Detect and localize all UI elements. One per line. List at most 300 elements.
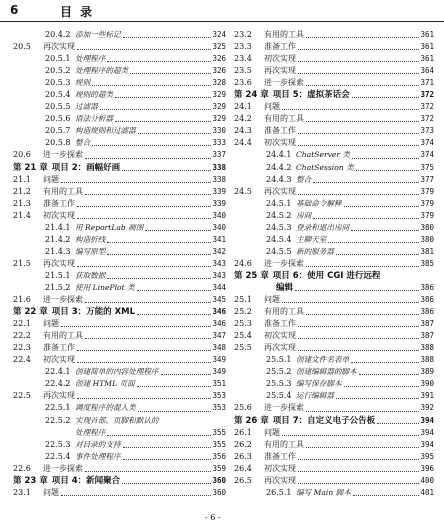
toc-entry-title: 创建编辑器的脚本 (296, 367, 357, 377)
toc-entry-title: 准备工作 (264, 126, 296, 136)
toc-entry-number: 24.1 (234, 102, 252, 112)
toc-entry (234, 390, 434, 402)
dot-leader (107, 278, 211, 279)
toc-chapter-entry (13, 162, 226, 174)
toc-entry-page: 348 (212, 343, 226, 353)
dot-leader (313, 182, 419, 183)
toc-entry-title: 项目 7：自定义电子公告板 (272, 415, 376, 426)
toc-entry-title: 有用的工具 (264, 307, 304, 317)
toc-entry-number: 26.3 (234, 451, 252, 461)
dot-leader (107, 254, 211, 255)
toc-entry-title: 再次实现 (264, 186, 296, 196)
toc-entry-title: 主聊天室 (296, 234, 327, 244)
toc-entry-title: 项目 5：虚拟茶话会 (272, 90, 350, 101)
toc-entry (13, 390, 226, 402)
toc-entry (234, 113, 434, 125)
toc-entry-title: 处理程序 (75, 54, 106, 64)
dot-leader (352, 97, 420, 98)
toc-entry-page: 345 (212, 295, 226, 305)
toc-entry-page: 389 (420, 367, 434, 377)
toc-entry-title: 创建 HTML 页面 (75, 379, 135, 389)
dot-leader (77, 398, 211, 399)
toc-entry (234, 318, 434, 330)
toc-entry-page: 328 (212, 78, 226, 88)
toc-entry (13, 186, 226, 198)
toc-entry-number: 26.5 (234, 475, 252, 485)
toc-entry-number: 22.2 (13, 331, 31, 341)
toc-entry-page: 329 (212, 114, 226, 124)
dot-leader (336, 398, 419, 399)
dot-leader (298, 338, 419, 339)
toc-entry (234, 41, 434, 53)
toc-entry (234, 137, 434, 149)
toc-entry (13, 402, 226, 414)
toc-entry-number: 24.4.1 (266, 150, 292, 160)
dot-leader (298, 73, 419, 74)
toc-entry-page: 385 (420, 258, 434, 268)
toc-entry-title: 再次实现 (43, 42, 75, 52)
toc-entry-number: 22.5.1 (45, 403, 71, 413)
toc-entry-number: 21.4.1 (45, 222, 71, 232)
toc-entry-number: 第 22 章 (13, 307, 48, 318)
toc-entry (13, 342, 226, 354)
toc-entry (234, 439, 434, 451)
dot-leader (351, 230, 419, 231)
dot-leader (137, 314, 211, 315)
toc-entry-page: 391 (420, 391, 434, 401)
toc-entry-title: 问题 (264, 295, 280, 305)
toc-chapter-entry (13, 475, 226, 487)
toc-entry-title: 实现首部、页脚和默认的 (75, 415, 159, 425)
toc-entry-number: 20.5.4 (45, 90, 71, 100)
toc-entry-title: 创建简单的内容处理程序 (75, 367, 159, 377)
toc-entry-page: 349 (212, 355, 226, 365)
dot-leader (92, 85, 211, 86)
toc-entry-number: 24.3 (234, 126, 252, 136)
toc-entry (13, 53, 226, 65)
toc-entry-page: 325 (212, 42, 226, 52)
toc-entry-title: 有用的工具 (264, 30, 304, 39)
toc-entry-number: 22.4 (13, 355, 31, 365)
toc-entry-page: 337 (212, 150, 226, 160)
toc-entry-number: 21.5.1 (45, 270, 71, 280)
toc-entry-number: 23.4 (234, 54, 252, 64)
toc-entry-number: 24.6 (234, 258, 252, 268)
toc-entry (13, 174, 226, 186)
dot-leader (115, 121, 211, 122)
toc-entry-number: 21.3 (13, 198, 31, 208)
toc-entry-page: 340 (212, 210, 226, 220)
toc-entry-number: 20.5.2 (45, 66, 71, 76)
toc-entry-number: 21.1 (13, 174, 31, 184)
toc-entry-number: 22.5.2 (45, 415, 71, 425)
dot-leader (282, 302, 419, 303)
toc-entry-page: 360 (212, 475, 226, 485)
toc-entry (234, 65, 434, 77)
toc-entry (234, 246, 434, 258)
toc-entry-number: 22.6 (13, 463, 31, 473)
dot-leader (352, 158, 419, 159)
toc-entry-page: 333 (212, 138, 226, 148)
toc-entry-page: 371 (420, 78, 434, 88)
toc-entry (13, 65, 226, 77)
toc-chapter-entry (234, 415, 434, 427)
toc-entry-title: 规则的超类 (75, 90, 113, 100)
toc-entry-page: 374 (420, 150, 434, 160)
toc-entry-number: 24.4 (234, 138, 252, 148)
toc-entry (234, 366, 434, 378)
toc-entry-title: 项目 2：画幅好画 (51, 162, 121, 173)
dot-leader (123, 447, 212, 448)
dot-leader (122, 483, 211, 484)
toc-entry-page: 356 (212, 451, 226, 461)
toc-entry-page: 343 (212, 270, 226, 280)
dot-leader (77, 218, 211, 219)
toc-entry-title: 编写原型 (75, 246, 106, 256)
toc-entry-page: 380 (420, 222, 434, 232)
toc-entry-title: 新的服务器 (296, 246, 334, 256)
toc-entry (13, 354, 226, 366)
toc-entry-title: 初次实现 (43, 210, 75, 220)
toc-entry-page: 379 (420, 210, 434, 220)
toc-entry (13, 439, 226, 451)
toc-entry-number: 23.1 (13, 487, 31, 497)
toc-entry (234, 174, 434, 186)
dot-leader (130, 73, 211, 74)
toc-entry (13, 366, 226, 378)
toc-entry-title: 有用的工具 (264, 439, 304, 449)
toc-entry-page: 372 (420, 102, 434, 112)
toc-entry-number: 20.5.8 (45, 138, 71, 148)
toc-entry-title: 登录和退出房间 (296, 222, 350, 232)
toc-entry (13, 149, 226, 161)
toc-entry-title: 问题 (43, 319, 59, 329)
toc-entry-page: 375 (420, 162, 434, 172)
toc-entry-title: 整合 (75, 138, 91, 148)
toc-entry-number: 24.5.4 (266, 234, 292, 244)
toc-entry-page: 341 (212, 234, 226, 244)
toc-entry-title: 创建文件名表单 (296, 355, 350, 365)
dot-leader (306, 411, 419, 412)
toc-entry (13, 125, 226, 137)
toc-entry-title: 编写 Main 脚本 (296, 487, 351, 497)
toc-entry (13, 415, 226, 427)
toc-entry-title: 进一步探索 (264, 258, 304, 268)
dot-leader (328, 242, 419, 243)
dot-leader (306, 447, 419, 448)
toc-entry-page: 388 (420, 343, 434, 353)
toc-entry-title: 语法分析器 (75, 114, 113, 124)
toc-entry-page: 361 (420, 54, 434, 64)
dot-leader (92, 145, 211, 146)
toc-entry-number: 第 21 章 (13, 162, 48, 173)
toc-entry-page: 329 (212, 102, 226, 112)
toc-entry-number: 20.5.6 (45, 114, 71, 124)
toc-entry-page: 379 (420, 198, 434, 208)
toc-entry (13, 294, 226, 306)
toc-entry-page: 361 (420, 42, 434, 52)
toc-entry-page: 396 (420, 463, 434, 473)
toc-entry-title: 对目录的支持 (75, 439, 121, 449)
dot-leader (137, 290, 212, 291)
toc-entry-title: 房间 (296, 210, 312, 220)
dot-leader (298, 61, 419, 62)
toc-entry-page: 326 (212, 54, 226, 64)
toc-entry (234, 29, 434, 41)
dot-leader (359, 374, 420, 375)
toc-entry (13, 137, 226, 149)
dot-leader (306, 37, 419, 38)
toc-entry-number: 24.5 (234, 186, 252, 196)
toc-entry (13, 113, 226, 125)
toc-entry-title: 进一步探索 (43, 295, 83, 305)
toc-entry-title: 构造规则和过滤器 (75, 126, 136, 136)
toc-entry (234, 354, 434, 366)
toc-entry-title: 基础命令解释 (296, 198, 342, 208)
toc-entry-page: 339 (212, 186, 226, 196)
toc-entry (13, 282, 226, 294)
toc-entry-number: 25.5.2 (266, 367, 292, 377)
toc-entry (234, 294, 434, 306)
toc-entry (13, 29, 226, 41)
toc-entry-number: 21.5.2 (45, 282, 71, 292)
toc-entry-number: 24.4.3 (266, 174, 292, 184)
toc-entry-number: 24.5.2 (266, 210, 292, 220)
toc-entry (234, 162, 434, 174)
toc-entry (13, 330, 226, 342)
dot-leader (306, 121, 419, 122)
toc-entry-number: 21.4.3 (45, 246, 71, 256)
toc-entry-number: 24.2 (234, 114, 252, 124)
toc-entry-page: 394 (420, 439, 434, 449)
toc-entry-page: 338 (212, 174, 226, 184)
toc-entry (13, 41, 226, 53)
dot-leader (61, 326, 211, 327)
toc-entry-title: 再次实现 (264, 343, 296, 353)
toc-entry-title: 项目 4：新闻聚合 (51, 475, 121, 486)
toc-entry-page: 353 (212, 403, 226, 413)
toc-entry-title: 项目 3：万能的 XML (51, 307, 136, 318)
toc-entry-title: 初次实现 (264, 463, 296, 473)
toc-entry-number: 25.5 (234, 343, 252, 353)
toc-entry-title: 过滤器 (75, 102, 98, 112)
toc-entry-number: 20.5.1 (45, 54, 71, 64)
toc-entry-title: 初次实现 (264, 54, 296, 64)
toc-entry (13, 427, 226, 439)
dot-leader (344, 206, 420, 207)
toc-entry-number: 第 26 章 (234, 415, 269, 426)
dot-leader (138, 411, 212, 412)
toc-entry (234, 378, 434, 390)
toc-entry-title: 准备工作 (264, 42, 296, 52)
toc-entry (234, 186, 434, 198)
toc-entry (234, 402, 434, 414)
toc-entry (13, 463, 226, 475)
toc-entry-title: 进一步探索 (43, 150, 83, 160)
toc-entry-title: 准备工作 (264, 451, 296, 461)
toc-entry-number: 21.5 (13, 258, 31, 268)
toc-entry-title: 问题 (43, 487, 59, 497)
dot-leader (306, 266, 419, 267)
toc-entry-page: 386 (420, 307, 434, 317)
toc-entry (13, 222, 226, 234)
toc-entry-number: 22.4.2 (45, 379, 71, 389)
dot-leader (61, 182, 211, 183)
toc-entry-number: 25.3 (234, 319, 252, 329)
toc-entry-page: 342 (212, 246, 226, 256)
toc-chapter-entry (13, 306, 226, 318)
dot-leader (353, 495, 420, 496)
dot-leader (282, 109, 419, 110)
toc-entry-number: 20.5.3 (45, 78, 71, 88)
toc-entry-title: ChatSession 类 (296, 162, 354, 172)
dot-leader (100, 109, 212, 110)
toc-entry-title: 编辑 (276, 282, 294, 293)
toc-entry-number: 25.6 (234, 403, 252, 413)
toc-entry-title: 进一步探索 (264, 78, 304, 88)
toc-entry-page: 330 (212, 126, 226, 136)
toc-entry (13, 101, 226, 113)
toc-entry-title: 处理程序 (75, 427, 106, 437)
toc-entry (13, 378, 226, 390)
dot-leader (85, 302, 211, 303)
toc-entry-title: 事件处理程序 (75, 451, 121, 461)
toc-entry (234, 451, 434, 463)
toc-entry (13, 318, 226, 330)
dot-leader (77, 350, 211, 351)
toc-entry-page: 343 (212, 258, 226, 268)
toc-entry (234, 198, 434, 210)
toc-entry-title: 规则 (75, 78, 91, 88)
toc-entry-title: 整合 (296, 174, 312, 184)
dot-leader (344, 386, 420, 387)
toc-entry-title: 有用的工具 (43, 331, 83, 341)
toc-entry-number: 25.5.4 (266, 391, 292, 401)
page-number: 6 (10, 3, 19, 17)
toc-entry (234, 342, 434, 354)
toc-entry-number: 25.4 (234, 331, 252, 341)
toc-entry-title: 有用的工具 (264, 114, 304, 124)
toc-entry-number: 25.1 (234, 295, 252, 305)
toc-entry-title: ChatServer 类 (296, 150, 351, 160)
dot-leader (298, 194, 419, 195)
dot-leader (107, 435, 211, 436)
dot-leader (123, 37, 212, 38)
toc-entry-page: 349 (212, 367, 226, 377)
toc-entry-page: 329 (212, 90, 226, 100)
toc-entry-page: 351 (212, 379, 226, 389)
toc-entry-number: 第 25 章 (234, 270, 269, 281)
toc-entry-page: 394 (420, 415, 434, 425)
toc-entry (234, 306, 434, 318)
toc-entry-number: 20.5.5 (45, 102, 71, 112)
toc-entry (13, 77, 226, 89)
toc-entry (234, 330, 434, 342)
toc-chapter-entry (234, 89, 434, 101)
toc-entry-title: 进一步探索 (43, 463, 83, 473)
toc-entry-page: 372 (420, 90, 434, 100)
toc-entry-page: 361 (420, 30, 434, 39)
dot-leader (336, 254, 419, 255)
toc-entry-page: 400 (420, 475, 434, 485)
dot-leader (123, 459, 212, 460)
toc-entry-page: 338 (212, 162, 226, 172)
dot-leader (298, 350, 419, 351)
toc-entry-page: 346 (212, 307, 226, 317)
toc-entry-page: 387 (420, 331, 434, 341)
toc-entry-number: 26.5.1 (266, 487, 292, 497)
toc-entry-number: 20.5 (13, 42, 31, 52)
toc-entry-title: 再次实现 (43, 391, 75, 401)
toc-entry-number: 21.4.2 (45, 234, 71, 244)
toc-entry-number: 24.5.1 (266, 198, 292, 208)
toc-entry (234, 475, 434, 487)
toc-entry-number: 25.5.1 (266, 355, 292, 365)
toc-entry (234, 234, 434, 246)
page-title: 目录 (60, 5, 101, 19)
toc-entry-number: 第 23 章 (13, 475, 48, 486)
toc-entry-page: 381 (420, 246, 434, 256)
toc-entry-page: 374 (420, 138, 434, 148)
toc-entry-number: 26.1 (234, 427, 252, 437)
toc-entry (234, 77, 434, 89)
toc-entry-title: 再次实现 (43, 258, 75, 268)
toc-entry-title: 初次实现 (264, 138, 296, 148)
toc-entry-number: 20.6 (13, 150, 31, 160)
toc-entry-number: 22.4.1 (45, 367, 71, 377)
toc-entry-title: 有用的工具 (43, 186, 83, 196)
toc-entry-number: 23.2 (234, 30, 252, 39)
dot-leader (107, 61, 211, 62)
toc-entry-page: 359 (212, 463, 226, 473)
toc-entry-title: 初次实现 (43, 355, 75, 365)
toc-entry-number: 23.5 (234, 66, 252, 76)
toc-entry-number: 21.6 (13, 295, 31, 305)
dot-leader (282, 435, 419, 436)
toc-entry (234, 101, 434, 113)
dot-leader (61, 495, 211, 496)
toc-entry-title: 用 ReportLab 画图 (75, 222, 144, 232)
dot-leader (161, 374, 212, 375)
dot-leader (85, 194, 211, 195)
toc-entry-page: 326 (212, 66, 226, 76)
toc-entry-page: 380 (420, 234, 434, 244)
toc-entry (13, 89, 226, 101)
toc-entry-page: 394 (420, 427, 434, 437)
toc-entry (13, 270, 226, 282)
dot-leader (138, 133, 212, 134)
toc-entry-page: 401 (420, 487, 434, 497)
dot-leader (377, 423, 419, 424)
toc-entry-number: 22.5.3 (45, 439, 71, 449)
toc-entry-title: 问题 (264, 427, 280, 437)
dot-leader (122, 170, 211, 171)
toc-entry-page: 390 (420, 379, 434, 389)
toc-entry-title: 添加一些标记 (75, 30, 121, 39)
toc-entry-title: 准备工作 (264, 319, 296, 329)
toc-entry-number: 20.4.2 (45, 30, 71, 39)
page-header (0, 0, 444, 22)
toc-entry-title: 编写保存脚本 (296, 379, 342, 389)
toc-entry-page: 346 (212, 319, 226, 329)
toc-entry-number: 第 24 章 (234, 90, 269, 101)
toc-entry-page: 344 (212, 282, 226, 292)
toc-entry-title: 进一步探索 (264, 403, 304, 413)
dot-leader (298, 326, 419, 327)
toc-entry-page: 386 (420, 282, 434, 292)
toc-entry-title: 问题 (264, 102, 280, 112)
toc-chapter-entry (234, 282, 434, 294)
